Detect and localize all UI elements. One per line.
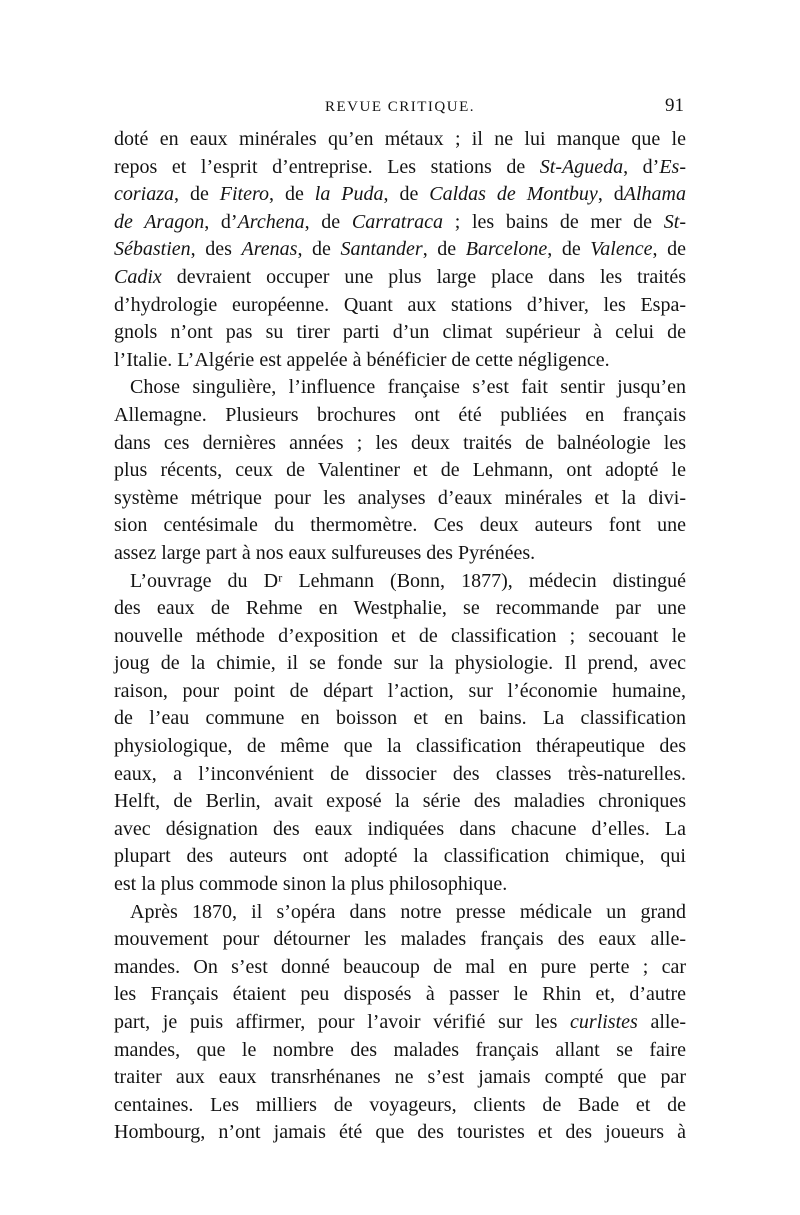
text-segment: doté en eaux minérales qu’en métaux ; il ne lui manque que le (114, 128, 686, 150)
text-line (114, 236, 686, 264)
text-segment: Allemagne. Plusieurs brochures ont été publiées en français (114, 403, 686, 426)
text-segment: de l’eau commune en boisson et en bains. La classification (114, 707, 686, 730)
italic-text: Sébastien (114, 238, 191, 261)
italic-text: Alhama (623, 183, 686, 206)
text-segment: mandes, que le nombre des malades français allant se faire (114, 1038, 686, 1061)
page-number: 91 (665, 95, 684, 116)
text-segment: Chose singulière, l’influence française s’est fait sentir jusqu’en (130, 376, 686, 399)
italic-text: Valence (590, 238, 653, 261)
text-segment: raison, pour point de départ l’action, sur l’économie humaine, (114, 679, 686, 702)
italic-text: St- (663, 210, 686, 233)
text-line (114, 761, 686, 789)
italic-text: Es- (659, 155, 686, 178)
text-line (114, 485, 686, 513)
text-line (114, 623, 686, 651)
text-segment: eaux, a l’inconvénient de dissocier des classes très-naturelles. (114, 762, 686, 785)
text-segment: plus récents, ceux de Valentiner et de Lehmann, ont adopté le (114, 459, 686, 482)
text-line (114, 1092, 686, 1120)
text-segment: , de (174, 183, 220, 206)
text-segment: ; les bains de mer de (443, 210, 664, 233)
text-segment: les Français étaient peu disposés à passer le Rhin et, d’autre (114, 983, 686, 1006)
text-line (114, 954, 686, 982)
running-head (114, 95, 686, 119)
text-line (114, 430, 686, 458)
italic-text: Caldas de Montbuy (429, 183, 598, 206)
text-segment: , de (547, 238, 591, 261)
italic-text: Archena (237, 210, 305, 233)
text-line (114, 374, 686, 402)
text-segment: traiter aux eaux transrhénanes ne s’est jamais compté que par (114, 1066, 686, 1089)
text-line (114, 1064, 686, 1092)
text-line (114, 981, 686, 1009)
italic-text: Fitero (219, 183, 270, 206)
text-segment: Hombourg, n’ont jamais été que des touristes et des joueurs à (114, 1121, 686, 1144)
text-segment: L’ouvrage du Dʳ Lehmann (Bonn, 1877), médecin distingué (130, 569, 686, 592)
italic-text: la Puda (314, 183, 384, 206)
text-segment: plupart des auteurs ont adopté la classification chimique, qui (114, 845, 686, 868)
text-line (114, 926, 686, 954)
text-segment: Après 1870, il s’opéra dans notre presse médicale un grand (130, 900, 686, 923)
text-segment: assez large part à nos eaux sulfureuses des Pyrénées. (114, 541, 536, 564)
text-line (114, 871, 686, 899)
italic-text: St-Agueda (539, 155, 624, 178)
text-line (114, 512, 686, 540)
italic-text: Carratraca (351, 210, 444, 233)
text-line (114, 181, 686, 209)
text-segment: alle- (637, 1011, 687, 1033)
text-line (114, 899, 686, 927)
text-segment: , de (269, 183, 315, 206)
text-segment: , d’ (623, 155, 660, 178)
italic-text: Arenas (241, 238, 298, 261)
text-line (114, 843, 686, 871)
text-segment: joug de la chimie, il se fonde sur la physiologie. Il prend, avec (114, 652, 686, 675)
text-line (114, 733, 686, 761)
text-line (114, 678, 686, 706)
text-line (114, 1009, 686, 1037)
text-segment: part, je puis affirmer, pour l’avoir vérifié sur les (114, 1011, 571, 1033)
text-segment: , d (597, 183, 624, 206)
text-line (114, 402, 686, 430)
text-segment: centaines. Les milliers de voyageurs, clients de Bade et de (114, 1093, 686, 1116)
text-line (114, 347, 686, 375)
text-segment: mouvement pour détourner les malades français des eaux alle- (114, 928, 686, 951)
text-line (114, 154, 686, 182)
text-segment: des eaux de Rehme en Westphalie, se recommande par une (114, 597, 686, 620)
italic-text: Barcelone (465, 238, 548, 261)
text-line (114, 209, 686, 237)
text-segment: l’Italie. L’Algérie est appelée à bénéficier de cette négligence. (114, 348, 610, 371)
text-line (114, 292, 686, 320)
text-line (114, 595, 686, 623)
text-line (114, 540, 686, 568)
italic-text: Santander (340, 238, 423, 261)
text-line (114, 1037, 686, 1065)
text-segment: , de (383, 183, 430, 206)
text-line (114, 568, 686, 596)
text-line (114, 319, 686, 347)
text-line (114, 126, 686, 154)
text-segment: Helft, de Berlin, avait exposé la série des maladies chroniques (114, 790, 686, 813)
text-segment: repos et l’esprit d’entreprise. Les stations de (114, 155, 540, 178)
text-segment: avec désignation des eaux indiquées dans chacune d’elles. La (114, 817, 686, 840)
text-line (114, 788, 686, 816)
text-segment: mandes. On s’est donné beaucoup de mal en pure perte ; car (114, 955, 686, 978)
text-segment: , de (297, 238, 341, 261)
text-segment: , de (422, 238, 466, 261)
text-line (114, 816, 686, 844)
text-segment: sion centésimale du thermomètre. Ces deux auteurs font une (114, 514, 686, 537)
italic-text: curlistes (570, 1011, 638, 1033)
text-segment: système métrique pour les analyses d’eaux minérales et la divi- (114, 486, 686, 509)
text-segment: , de (652, 238, 686, 261)
text-segment: , de (304, 210, 352, 233)
text-segment: nouvelle méthode d’exposition et de classification ; secouant le (114, 624, 686, 647)
text-segment: dans ces dernières années ; les deux traités de balnéologie les (114, 431, 686, 454)
italic-text: de Aragon (114, 210, 205, 233)
text-segment: gnols n’ont pas su tirer parti d’un climat supérieur à celui de (114, 321, 686, 344)
italic-text: coriaza (114, 183, 174, 206)
running-title: REVUE CRITIQUE. (325, 99, 475, 115)
text-line (114, 705, 686, 733)
text-line (114, 264, 686, 292)
text-segment: devraient occuper une plus large place dans les traités (161, 265, 686, 288)
text-segment: est la plus commode sinon la plus philosophique. (114, 873, 508, 896)
text-line (114, 457, 686, 485)
text-segment: physiologique, de même que la classification thérapeutique des (114, 735, 686, 758)
text-segment: , d’ (204, 210, 238, 233)
text-segment: d’hydrologie européenne. Quant aux stations d’hiver, les Espa- (114, 293, 686, 316)
body-text (114, 126, 686, 1147)
text-line (114, 1119, 686, 1147)
text-segment: , des (190, 238, 242, 261)
text-line (114, 650, 686, 678)
italic-text: Cadix (114, 265, 162, 288)
